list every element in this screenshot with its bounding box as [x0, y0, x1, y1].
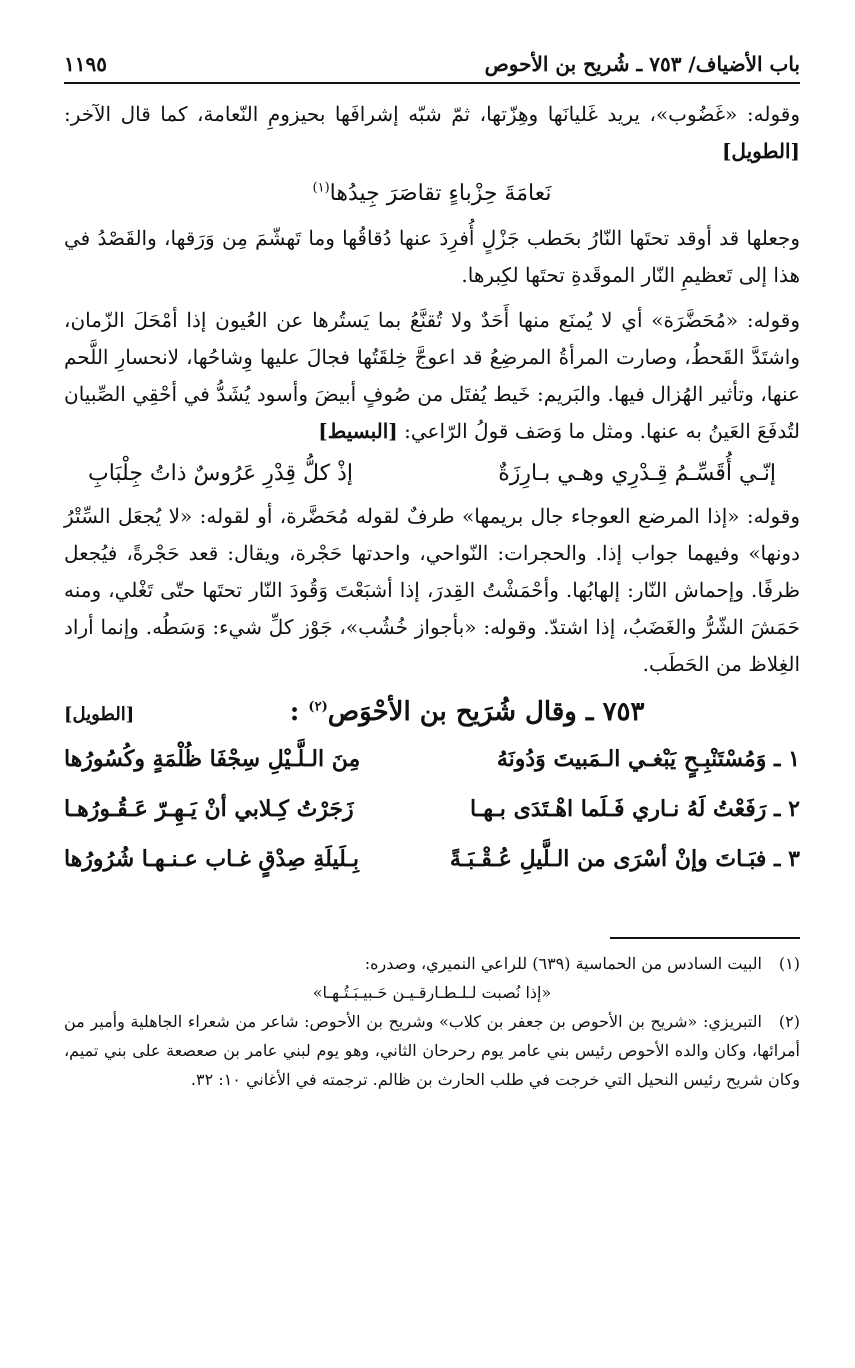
running-header — [64, 52, 800, 84]
section-meter-label: [الطويل] — [64, 704, 135, 725]
paragraph-1-text: وقوله: «غَضُوب»، يريد غَليانَها وهِزّتها، ثمّ شبّه إشرافَها بحيزومِ النّعامة، كما قال الآخر: — [64, 102, 800, 126]
footnote-1-text: البيت السادس من الحماسية (٦٣٩) للراعي النميري، وصدره: — [364, 954, 762, 973]
footnote-1-number: (١) — [778, 954, 800, 973]
poem-line — [64, 787, 800, 831]
book-page — [64, 52, 800, 1094]
footnote-2-text: التبريزي: «شريح بن الأحوص بن جعفر بن كلاب» وشريح بن الأحوص: شاعر من شعراء الجاهلية وأمير من أمرائها، وكان والده الأحوص رئيس بني عامر يوم رحرحان الثاني، وهو يوم لبني عامر بن صعصعة على بني تميم، وكان شريح رئيس النحيل التي خرجت في طلب الحارث بن ظالم. ترجمته في الأغاني ١٠: ٣٢. — [64, 1012, 800, 1089]
paragraph-3-text: وقوله: «مُحَضَّرَة» أي لا يُمنَع منها أَحَدٌ ولا تُقنَّعُ بما يَستُرها عن العُيون إذا أمْحَلَ الزّمان، واشتَدَّ القَحطُ، وصارت المرأةُ المرضِعُ قد اعوجَّ خِلقَتُها فجالَ عليها وِشاحُها، لانحسارِ اللَّحم عنها، وتأثير الهُزال فيها. والبَريم: خَيط يُفتَل من صُوفٍ أبيضَ وأسود يُشَدُّ في أحْقِي الصِّبيان لتُدفَعَ العَينُ به عنها. ومثل ما وَصَف قولُ الرّاعي: — [64, 308, 800, 443]
section-heading — [134, 697, 800, 727]
running-title: باب الأضياف/ ٧٥٣ ـ شُريح بن الأحوص — [484, 52, 800, 76]
footnote-divider — [610, 937, 800, 939]
paragraph-3 — [64, 302, 800, 450]
poem-line — [64, 737, 800, 781]
poem-line-first-hemistich: ٣ ـ فبَـاتَ وإنْ أسْرَى من الـلَّيلِ عُـقْـبَـةً — [449, 846, 800, 872]
footnote-ref-2: (٢) — [308, 699, 328, 715]
footnote-2 — [64, 1007, 800, 1094]
poem-line — [64, 837, 800, 881]
page-number: ١١٩٥ — [64, 52, 107, 76]
footnote-2-number: (٢) — [778, 1012, 800, 1031]
quoted-verse-1 — [64, 174, 800, 214]
meter-label-1: [الطويل] — [721, 139, 800, 163]
quoted-verse-1-text: نَعامَةَ حِزْباءٍ تقاصَرَ جِيدُها — [329, 181, 552, 206]
section-heading-text: ٧٥٣ ـ وقال شُرَيح بن الأحْوَص — [327, 697, 645, 727]
poem-line-second-hemistich: زَجَرْتُ كِـلابي أنْ يَـهِـرّ عَـقُـورُهـا — [64, 796, 354, 822]
poem — [64, 737, 800, 881]
quoted-verse-2 — [64, 454, 800, 494]
poem-line-second-hemistich: مِنَ الـلَّـيْلِ سِجْفَا ظُلْمَةٍ وكُسُورُها — [64, 746, 361, 772]
meter-label-2: [البسيط] — [318, 419, 398, 443]
footnote-ref-1: (١) — [312, 180, 330, 196]
paragraph-1 — [64, 96, 800, 170]
poem-line-first-hemistich: ٢ ـ رَفَعْتُ لَهُ نـاري فَـلَما اهْـتَدَى بـهـا — [470, 796, 800, 822]
section-heading-row — [64, 697, 800, 727]
section-heading-colon: : — [289, 697, 300, 727]
quoted-verse-2-first-hemistich: إنّـي أُقَسِّـمُ قِـدْرِي وهـي بـارِزَةٌ — [498, 461, 776, 486]
quoted-verse-2-second-hemistich: إذْ كلُّ قِدْرِ عَرُوسٌ ذاتُ جِلْبَابِ — [88, 461, 353, 486]
paragraph-4: وقوله: «إذا المرضع العوجاء جال بريمها» طرفٌ لقوله مُحَضَّرة، أو لقوله: «لا يُجعَل السِّتْرُ دونها» وفيهما جواب إذا. والحجرات: النّواحي، واحدتها حَجْرة، ويقال: قعد حَجْرةً، فيُجعل ظرفًا. وإحماش النّار: إلهابُها. وأحْمَشْتُ القِدرَ، إذا أشبَعْتَ وَقُودَ النّار تحتَها حتّى تَغْلي، ومنه حَمَشَ الشّرُّ والغَضَبُ، إذا اشتدّ. وقوله: «بأجواز خُشُب»، جَوْز كلِّ شيء: وَسَطُه. وإنما أراد الغِلاظ من الحَطَب. — [64, 504, 800, 676]
footnote-1 — [64, 949, 800, 978]
paragraph-2: وجعلها قد أوقد تحتَها النّارُ بحَطب جَزْلٍ أُفرِدَ عنها دُقاقُها وما تَهشّمَ مِن وَرَقها، والقَصْدُ في هذا إلى تَعظيمِ النّار الموقَدةِ تحتَها لكِبرها. — [64, 226, 801, 287]
footnote-1-quote: «إذا نُصبت لـلـطـارقـيـن حَـبيـبَـتُـهـا» — [312, 983, 552, 1002]
poem-line-second-hemistich: بِـلَيلَةِ صِدْقٍ غـاب عـنـهـا شُرُورُها — [64, 846, 359, 872]
poem-line-first-hemistich: ١ ـ وَمُسْتَنْبِـحٍ يَبْغـي الـمَبيتَ وَدُونَهُ — [496, 746, 800, 772]
